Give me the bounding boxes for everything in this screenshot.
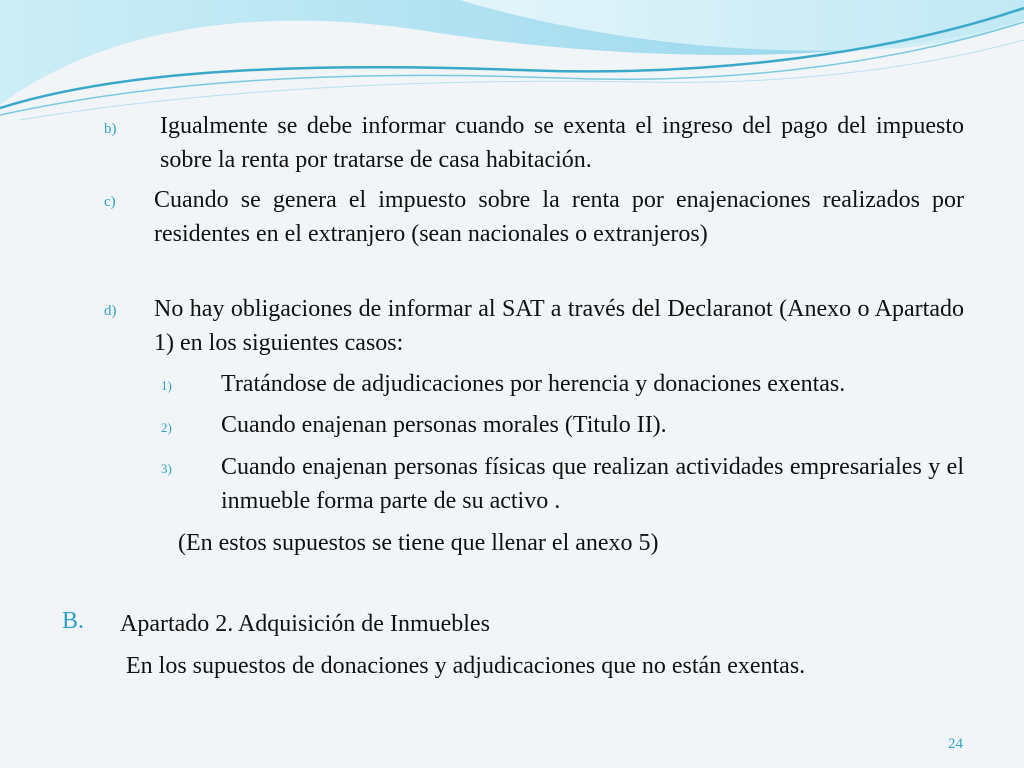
- sublist-marker-1: 1): [161, 378, 172, 393]
- list-marker-b: b): [104, 121, 117, 137]
- section-b-marker: B.: [62, 608, 85, 634]
- sublist-item-1-text: Tratándose de adjudicaciones por herencia y donaciones exentas.: [221, 371, 846, 397]
- page-number: 24: [948, 736, 963, 752]
- sublist-marker-3: 3): [161, 461, 172, 476]
- sublist-item-3-text: Cuando enajenan personas físicas que realizan actividades empresariales y el inmueble forma parte de su activo .: [221, 454, 964, 514]
- list-item-c-text: Cuando se genera el impuesto sobre la renta por enajenaciones realizados por residentes en el extranjero (sean nacionales o extranjeros): [154, 187, 964, 247]
- list-item-b-text: Igualmente se debe informar cuando se exenta el ingreso del pago del impuesto sobre la renta por tratarse de casa habitación.: [160, 113, 964, 173]
- section-b-title: Apartado 2. Adquisición de Inmuebles: [120, 611, 490, 637]
- list-marker-d: d): [104, 303, 117, 319]
- sublist-item-2-text: Cuando enajenan personas morales (Titulo II).: [221, 412, 667, 438]
- list-marker-c: c): [104, 194, 116, 210]
- list-item-d-text: No hay obligaciones de informar al SAT a través del Declaranot (Anexo o Apartado 1) en los siguientes casos:: [154, 296, 964, 356]
- note-text: (En estos supuestos se tiene que llenar el anexo 5): [178, 530, 659, 556]
- section-b-text: En los supuestos de donaciones y adjudicaciones que no están exentas.: [126, 653, 806, 679]
- sublist-marker-2: 2): [161, 420, 172, 435]
